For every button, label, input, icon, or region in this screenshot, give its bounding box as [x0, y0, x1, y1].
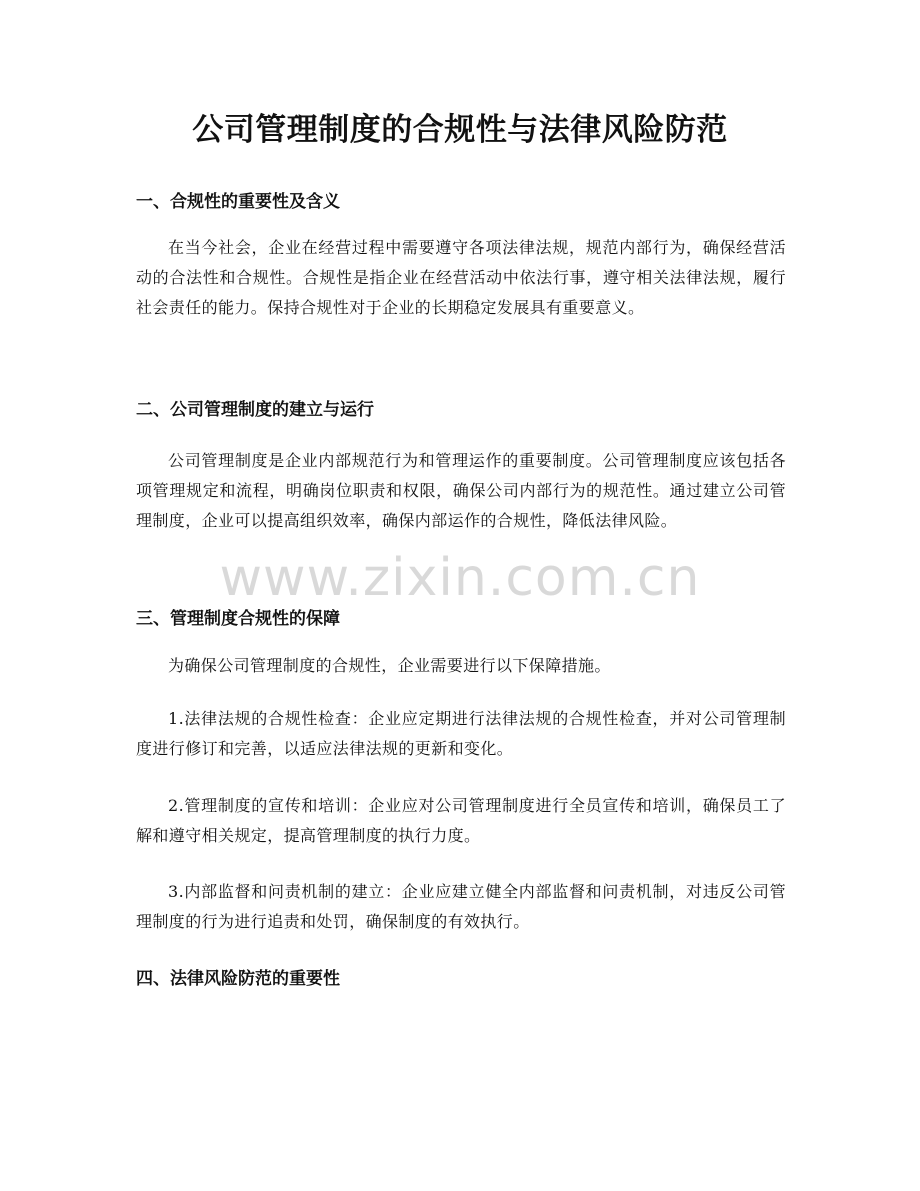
site-watermark: www.zixin.com.cn — [219, 548, 701, 608]
section-heading-4: 四、法律风险防范的重要性 — [136, 969, 340, 989]
section-heading-1: 一、合规性的重要性及含义 — [136, 192, 340, 212]
section-3-item-1: 1.法律法规的合规性检查：企业应定期进行法律法规的合规性检查，并对公司管理制度进行修订和完善，以适应法律法规的更新和变化。 — [136, 709, 786, 758]
section-3-item-3: 3.内部监督和问责机制的建立：企业应建立健全内部监督和问责机制，对违反公司管理制度的行为进行追责和处罚，确保制度的有效执行。 — [136, 882, 786, 931]
section-3-item-2: 2.管理制度的宣传和培训：企业应对公司管理制度进行全员宣传和培训，确保员工了解和遵守相关规定，提高管理制度的执行力度。 — [136, 796, 786, 845]
document-title: 公司管理制度的合规性与法律风险防范 — [192, 112, 728, 148]
section-heading-3: 三、管理制度合规性的保障 — [136, 609, 340, 629]
section-heading-2: 二、公司管理制度的建立与运行 — [136, 400, 374, 420]
section-3-paragraph-1: 为确保公司管理制度的合规性，企业需要进行以下保障措施。 — [168, 656, 611, 675]
section-1-paragraph-1: 在当今社会，企业在经营过程中需要遵守各项法律法规，规范内部行为，确保经营活动的合法性和合规性。合规性是指企业在经营活动中依法行事，遵守相关法律法规，履行社会责任的能力。保持合规性对于企业的长期稳定发展具有重要意义。 — [136, 238, 786, 317]
section-2-paragraph-1: 公司管理制度是企业内部规范行为和管理运作的重要制度。公司管理制度应该包括各项管理规定和流程，明确岗位职责和权限，确保公司内部行为的规范性。通过建立公司管理制度，企业可以提高组织效率，确保内部运作的合规性，降低法律风险。 — [136, 451, 786, 530]
